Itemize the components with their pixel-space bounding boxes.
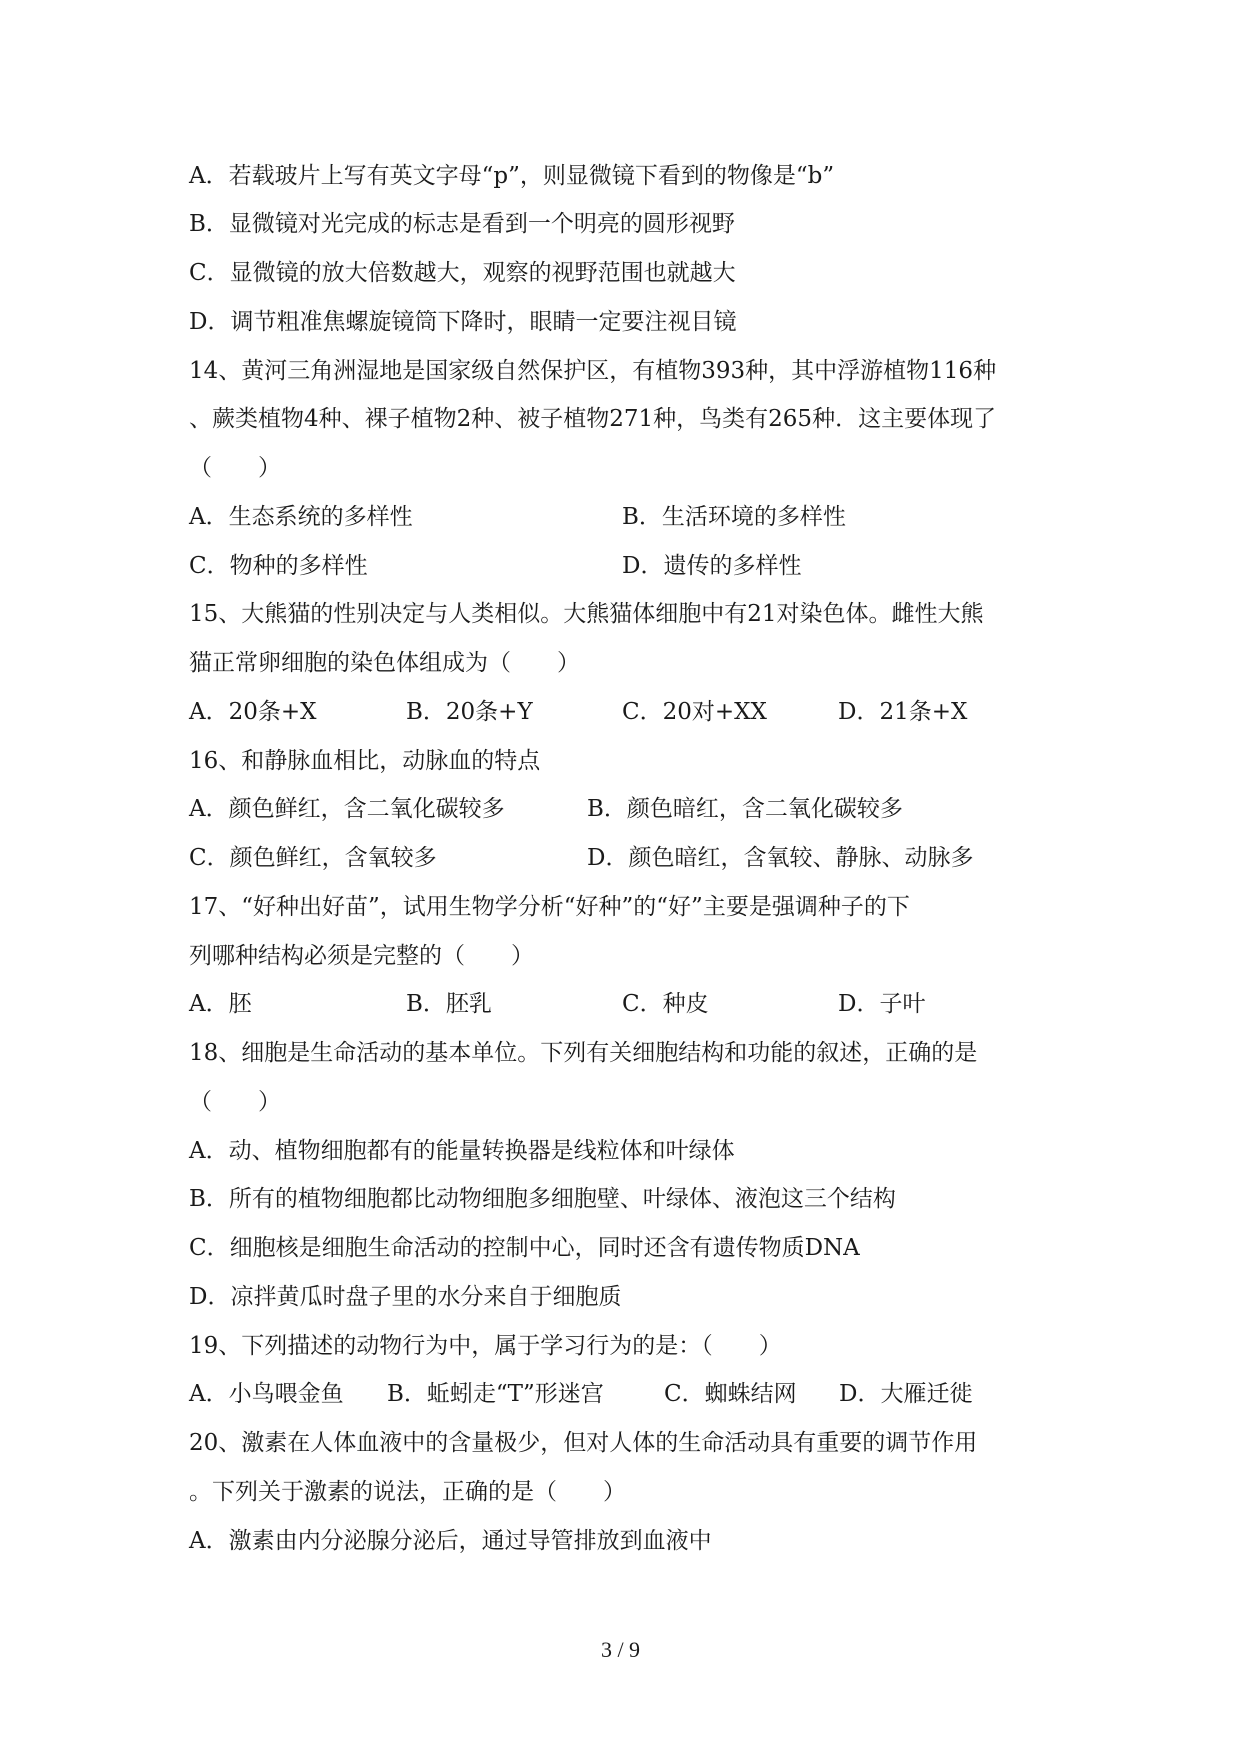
q17-option-c: C．种皮 [622, 991, 709, 1017]
q17-option-b: B．胚乳 [406, 991, 492, 1017]
q14-stem-line-3: （ ） [189, 455, 281, 481]
q15-option-c: C．20对+XX [622, 699, 767, 725]
q15-stem-line-1: 15、大熊猫的性别决定与人类相似。大熊猫体细胞中有21对染色体。雌性大熊 [189, 601, 984, 627]
q18-stem-line-2: （ ） [189, 1089, 281, 1115]
q19-option-c: C．蜘蛛结网 [664, 1381, 797, 1407]
q18-stem-line-1: 18、细胞是生命活动的基本单位。下列有关细胞结构和功能的叙述，正确的是 [189, 1040, 978, 1066]
q13-option-d: D．调节粗准焦螺旋镜筒下降时，眼睛一定要注视目镜 [189, 309, 737, 335]
q19-option-d: D．大雁迁徙 [839, 1381, 973, 1407]
q16-stem-line-1: 16、和静脉血相比，动脉血的特点 [189, 748, 541, 774]
q13-option-b: B．显微镜对光完成的标志是看到一个明亮的圆形视野 [189, 211, 735, 237]
q18-option-c: C．细胞核是细胞生命活动的控制中心，同时还含有遗传物质DNA [189, 1235, 860, 1261]
q14-stem-line-1: 14、黄河三角洲湿地是国家级自然保护区，有植物393种，其中浮游植物116种 [189, 358, 997, 384]
q17-stem-line-2: 列哪种结构必须是完整的（ ） [189, 943, 534, 969]
q13-option-a: A．若载玻片上写有英文字母“p”，则显微镜下看到的物像是“b” [189, 163, 835, 189]
q15-option-b: B．20条+Y [406, 699, 533, 725]
q16-option-c: C．颜色鲜红，含氧较多 [189, 845, 437, 871]
q14-option-d: D．遗传的多样性 [622, 553, 802, 579]
q16-option-d: D．颜色暗红，含氧较、静脉、动脉多 [587, 845, 974, 871]
q16-option-a: A．颜色鲜红，含二氧化碳较多 [189, 796, 505, 822]
q16-option-b: B．颜色暗红，含二氧化碳较多 [587, 796, 903, 822]
q15-stem-line-2: 猫正常卵细胞的染色体组成为（ ） [189, 650, 580, 676]
q19-stem-line-1: 19、下列描述的动物行为中，属于学习行为的是：（ ） [189, 1333, 782, 1359]
q19-option-a: A．小鸟喂金鱼 [189, 1381, 344, 1407]
q20-option-a: A．激素由内分泌腺分泌后，通过导管排放到血液中 [189, 1528, 712, 1554]
q17-option-d: D．子叶 [838, 991, 926, 1017]
q17-option-a: A．胚 [189, 991, 252, 1017]
page-number: 3 / 9 [600, 1637, 641, 1662]
q15-option-d: D．21条+X [838, 699, 968, 725]
q14-option-a: A．生态系统的多样性 [189, 504, 413, 530]
q14-option-c: C．物种的多样性 [189, 553, 368, 579]
q14-stem-line-2: 、蕨类植物4种、裸子植物2种、被子植物271种，鸟类有265种．这主要体现了 [189, 406, 997, 432]
q13-option-c: C．显微镜的放大倍数越大，观察的视野范围也就越大 [189, 260, 736, 286]
q15-option-a: A．20条+X [189, 699, 317, 725]
q18-option-d: D．凉拌黄瓜时盘子里的水分来自于细胞质 [189, 1284, 622, 1310]
q18-option-a: A．动、植物细胞都有的能量转换器是线粒体和叶绿体 [189, 1138, 735, 1164]
q18-option-b: B．所有的植物细胞都比动物细胞多细胞壁、叶绿体、液泡这三个结构 [189, 1186, 896, 1212]
q14-option-b: B．生活环境的多样性 [622, 504, 846, 530]
q17-stem-line-1: 17、“好种出好苗”，试用生物学分析“好种”的“好”主要是强调种子的下 [189, 894, 910, 920]
q20-stem-line-1: 20、激素在人体血液中的含量极少，但对人体的生命活动具有重要的调节作用 [189, 1430, 978, 1456]
q20-stem-line-2: 。下列关于激素的说法，正确的是（ ） [189, 1479, 626, 1505]
q19-option-b: B．蚯蚓走“T”形迷宫 [387, 1381, 604, 1407]
